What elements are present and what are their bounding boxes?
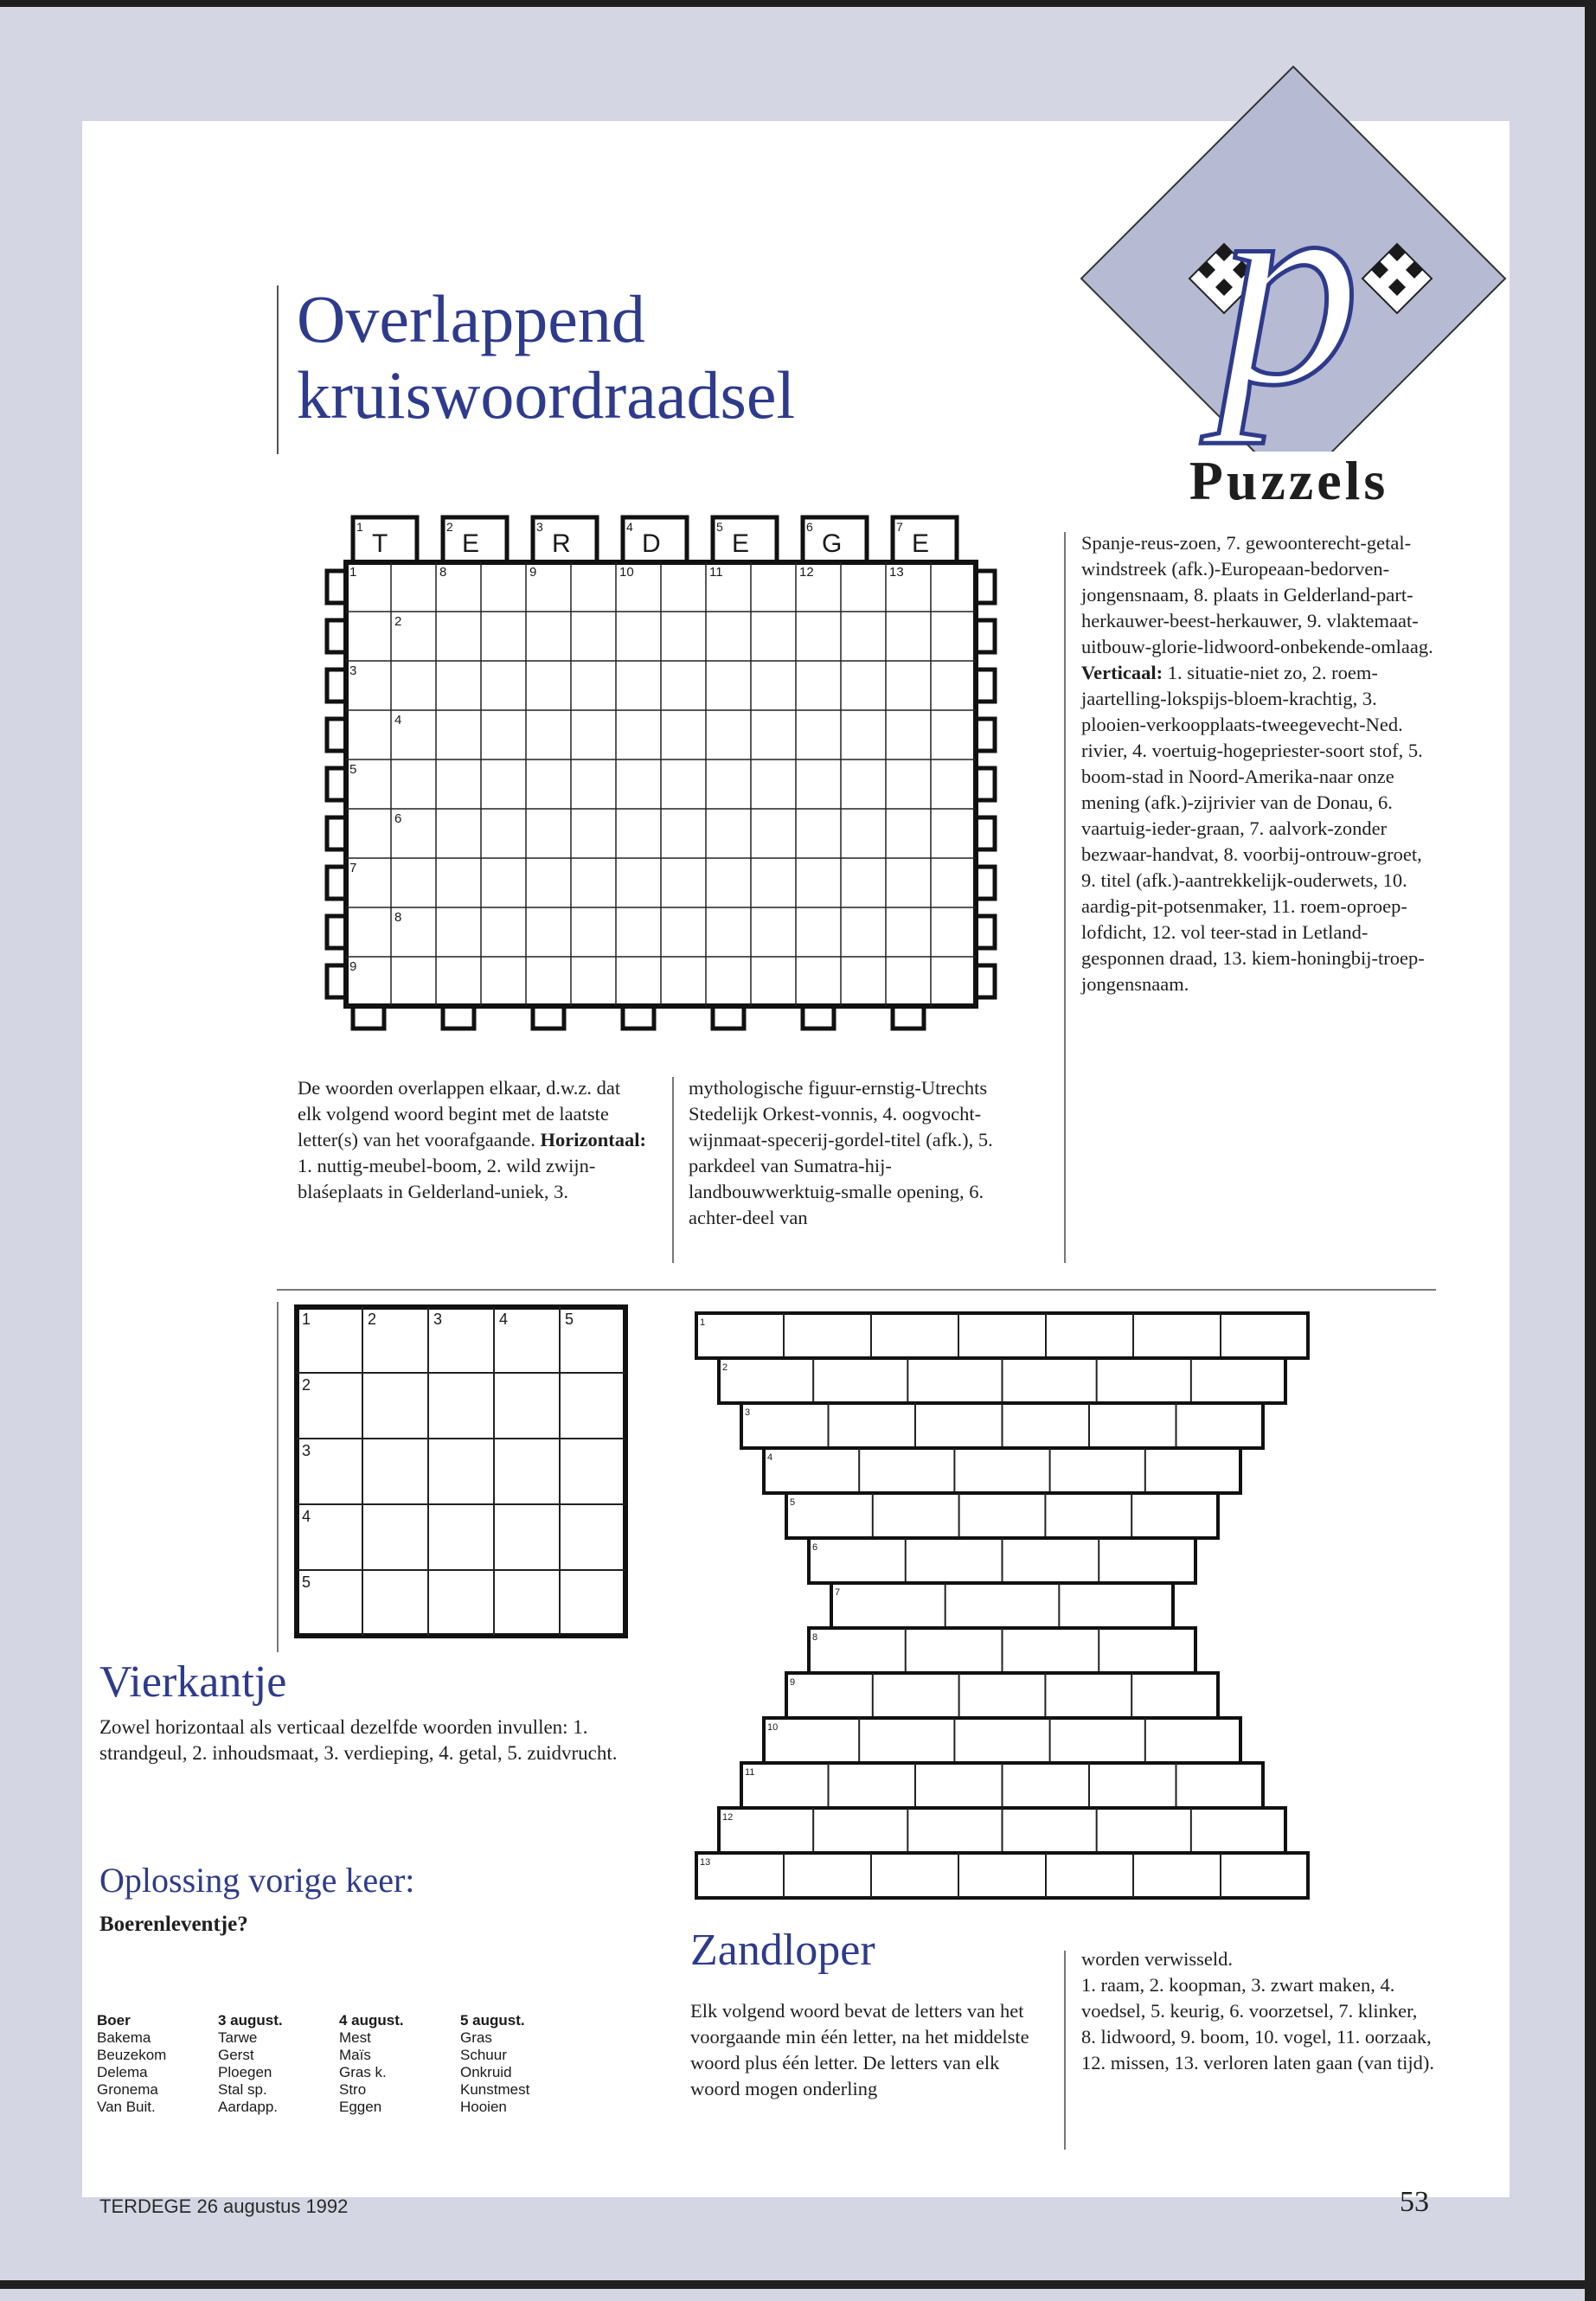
vierkantje-text: Zowel horizontaal als verticaal dezelfde woorden invullen: 1. strandgeul, 2. inhoudsmaat, 3. verdieping, 4. getal, 5. zuidvrucht. bbox=[99, 1716, 618, 1764]
row-tab-left bbox=[327, 916, 346, 948]
row-tab-right bbox=[976, 768, 995, 800]
puzzels-logo bbox=[1068, 62, 1509, 529]
bottom-tab bbox=[533, 1006, 564, 1029]
horizontaal-label: Horizontaal: bbox=[540, 1129, 646, 1150]
top-letter: T bbox=[372, 529, 388, 558]
top-letter: R bbox=[552, 529, 571, 558]
row-number: 3 bbox=[349, 663, 357, 678]
zandloper-number: 7 bbox=[835, 1587, 841, 1598]
vierkantje-col-number: 2 bbox=[368, 1311, 377, 1328]
row-tab-left bbox=[327, 867, 346, 899]
row-tab-left bbox=[327, 965, 346, 997]
row-tab-right bbox=[976, 965, 995, 997]
vierkantje-col-number: 1 bbox=[302, 1311, 311, 1328]
zandloper-row bbox=[831, 1583, 1173, 1628]
column-divider-2 bbox=[1064, 532, 1066, 1263]
zandloper-grid bbox=[692, 1306, 1341, 1912]
zandloper-number: 9 bbox=[790, 1677, 796, 1688]
vierkantje-row-number: 3 bbox=[302, 1442, 311, 1459]
zandloper-number: 8 bbox=[812, 1632, 818, 1643]
zandloper-number: 6 bbox=[812, 1542, 818, 1553]
row-tab-right bbox=[976, 817, 995, 849]
verticaal-label: Verticaal: bbox=[1081, 662, 1163, 683]
zandloper-clues-column bbox=[1081, 1946, 1436, 2076]
top-letter: E bbox=[912, 529, 930, 558]
zandloper-number: 11 bbox=[745, 1767, 755, 1778]
top-number: 5 bbox=[716, 520, 723, 534]
bottom-border bbox=[0, 2280, 1596, 2289]
zandloper-clues: 1. raam, 2. koopman, 3. zwart maken, 4. voedsel, 5. keurig, 6. voorzetsel, 7. klinker, 8. lidwoord, 9. boom, 10. vogel, 11. oorzaak, 12. missen, 13. verloren laten gaan (van tijd). bbox=[1081, 1974, 1435, 2073]
zandloper-number: 5 bbox=[790, 1497, 796, 1508]
oplossing-title: Oplossing vorige keer: bbox=[99, 1861, 415, 1900]
oplossing-column-4 bbox=[460, 2012, 581, 2116]
oplossing-subtitle: Boerenleventje? bbox=[99, 1913, 248, 1936]
oplossing-header-2: 3 august. bbox=[218, 2012, 283, 2029]
bottom-tab bbox=[713, 1006, 744, 1029]
oplossing-column-3 bbox=[339, 2012, 460, 2116]
title-line-2: kruiswoordraadsel bbox=[297, 357, 796, 433]
zandloper-text: Elk volgend woord bevat de letters van het voorgaande min één letter, na het middelste woord plus één letter. De letters van elk woord mogen onderling bbox=[690, 2000, 1029, 2099]
zandloper-row bbox=[764, 1448, 1240, 1493]
top-number: 4 bbox=[626, 520, 633, 534]
row-number: 9 bbox=[349, 959, 357, 974]
bottom-tab bbox=[443, 1006, 474, 1029]
verticaal-text: 1. situatie-niet zo, 2. roem-jaartelling-lokspijs-bloem-krachtig, 3. plooien-verkoopplaats-tweegevecht-Ned. rivier, 4. voertuig-hogepriester-soort stof, 5. boom-stad in Noord-Amerika-naar onze mening (afk.)-zijrivier van de Donau, 6. vaartuig-ieder-graan, 7. aalvork-zonder bezwaar-handvat, 8. voorbij-ontrouw-groet, 9. titel (afk.)-aantrekkelijk-ouderwets, 10. aardig-pit-potsenmaker, 11. roem-oproep-lofdicht, 12. vol teer-stad in Letland-gesponnen draad, 13. kiem-honingbij-troep-jongensnaam. bbox=[1081, 662, 1425, 995]
row-tab-right bbox=[976, 670, 995, 702]
row-tab-right bbox=[976, 571, 995, 603]
logo-word: Puzzels bbox=[1189, 450, 1389, 511]
row-number: 2 bbox=[394, 614, 402, 629]
column-number: 8 bbox=[439, 565, 447, 580]
title-rule bbox=[277, 285, 279, 454]
top-border bbox=[0, 0, 1596, 7]
zandloper-divider bbox=[1064, 1951, 1066, 2150]
zandloper-text-2: worden verwisseld. bbox=[1081, 1948, 1233, 1970]
article-column-2 bbox=[689, 1075, 1035, 1231]
zandloper-row bbox=[786, 1673, 1218, 1718]
row-number: 4 bbox=[394, 713, 402, 727]
vierkantje-col-number: 4 bbox=[499, 1311, 509, 1328]
oplossing-cell: Delema bbox=[97, 2064, 148, 2080]
oplossing-cell: Van Buit. bbox=[97, 2099, 156, 2115]
bottom-tab bbox=[353, 1006, 384, 1029]
top-number: 2 bbox=[446, 520, 453, 534]
oplossing-cell: Maïs bbox=[339, 2047, 371, 2063]
oplossing-header-4: 5 august. bbox=[460, 2012, 525, 2029]
top-number: 3 bbox=[536, 520, 543, 534]
row-number: 6 bbox=[394, 811, 402, 826]
row-tab-left bbox=[327, 670, 346, 702]
row-number: 1 bbox=[349, 565, 357, 580]
top-number: 6 bbox=[806, 520, 813, 534]
bottom-tab bbox=[803, 1006, 834, 1029]
page-frame-right bbox=[1509, 0, 1596, 2301]
article-title bbox=[297, 281, 795, 433]
horizontaal-text-1: 1. nuttig-meubel-boom, 2. wild zwijn-blaśeplaats in Gelderland-uniek, 3. bbox=[298, 1155, 596, 1202]
article-column-3 bbox=[1081, 530, 1440, 997]
row-tab-left bbox=[327, 719, 346, 751]
oplossing-cell: Gerst bbox=[218, 2047, 254, 2063]
article-column-1 bbox=[298, 1075, 648, 1205]
oplossing-cell: Ploegen bbox=[218, 2064, 272, 2080]
row-tab-left bbox=[327, 768, 346, 800]
top-number: 1 bbox=[356, 520, 363, 534]
top-letter: E bbox=[462, 529, 480, 558]
column-number: 13 bbox=[889, 565, 904, 580]
zandloper-number: 10 bbox=[767, 1722, 779, 1733]
oplossing-column-1 bbox=[97, 2012, 218, 2116]
oplossing-cell: Onkruid bbox=[460, 2064, 512, 2080]
row-tab-right bbox=[976, 719, 995, 751]
oplossing-cell: Kunstmest bbox=[460, 2081, 530, 2098]
row-tab-left bbox=[327, 620, 346, 652]
logo-letter: p bbox=[1217, 129, 1361, 445]
vierkantje-row-number: 2 bbox=[302, 1376, 311, 1394]
column-divider-1 bbox=[672, 1077, 674, 1263]
title-line-1: Overlappend bbox=[297, 281, 645, 356]
row-tab-right bbox=[976, 620, 995, 652]
column-number: 10 bbox=[619, 565, 634, 580]
zandloper-row bbox=[696, 1853, 1308, 1898]
oplossing-cell: Aardapp. bbox=[218, 2099, 278, 2115]
oplossing-cell: Stal sp. bbox=[218, 2081, 267, 2098]
row-number: 7 bbox=[349, 861, 357, 875]
oplossing-cell: Hooien bbox=[460, 2099, 507, 2115]
zandloper-number: 4 bbox=[767, 1452, 773, 1463]
column-number: 11 bbox=[709, 565, 723, 580]
row-tab-left bbox=[327, 571, 346, 603]
zandloper-number: 13 bbox=[700, 1857, 711, 1868]
zandloper-row bbox=[786, 1493, 1218, 1538]
bottom-tab bbox=[623, 1006, 654, 1029]
oplossing-table bbox=[97, 2012, 581, 2116]
horizontaal-text-2: mythologische figuur-ernstig-Utrechts Stedelijk Orkest-vonnis, 4. oogvocht-wijnmaat-specerij-gordel-titel (afk.), 5. parkdeel van Sumatra-hij-landbouwwerktuig-smalle opening, 6. achter-deel van bbox=[689, 1077, 993, 1228]
row-tab-right bbox=[976, 916, 995, 948]
oplossing-cell: Stro bbox=[339, 2081, 367, 2098]
column-number: 9 bbox=[529, 565, 537, 580]
column-number: 12 bbox=[799, 565, 814, 580]
vierkantje-row-number: 4 bbox=[302, 1508, 311, 1525]
oplossing-cell: Gras k. bbox=[339, 2064, 387, 2080]
zandloper-title: Zandloper bbox=[690, 1926, 875, 1975]
oplossing-cell: Gras bbox=[460, 2029, 492, 2046]
vierkantje-col-number: 5 bbox=[565, 1311, 574, 1328]
oplossing-cell: Bakema bbox=[97, 2029, 151, 2046]
overlap-crossword-grid bbox=[294, 515, 1055, 1068]
zandloper-row bbox=[696, 1313, 1308, 1358]
page-number: 53 bbox=[1400, 2186, 1429, 2218]
oplossing-cell: Eggen bbox=[339, 2099, 382, 2115]
top-letter: G bbox=[822, 529, 843, 558]
top-letter: D bbox=[642, 529, 661, 558]
oplossing-cell: Schuur bbox=[460, 2047, 507, 2063]
oplossing-cell: Gronema bbox=[97, 2081, 158, 2098]
zandloper-number: 3 bbox=[745, 1407, 751, 1418]
top-letter: E bbox=[732, 529, 750, 558]
oplossing-cell: Tarwe bbox=[218, 2029, 258, 2046]
vierkantje-row-number: 5 bbox=[302, 1574, 311, 1591]
zandloper-row bbox=[764, 1718, 1240, 1763]
row-tab-left bbox=[327, 817, 346, 849]
oplossing-header-1: Boer bbox=[97, 2012, 131, 2029]
oplossing-header-3: 4 august. bbox=[339, 2012, 404, 2029]
vierkantje-frame bbox=[297, 1307, 625, 1636]
vierkantje-grid bbox=[294, 1304, 640, 1650]
zandloper-number: 2 bbox=[722, 1362, 728, 1373]
row-number: 8 bbox=[394, 910, 402, 925]
row-number: 5 bbox=[349, 762, 357, 777]
vierkantje-col-number: 3 bbox=[433, 1311, 443, 1328]
oplossing-column-2 bbox=[218, 2012, 339, 2116]
page-frame-left bbox=[0, 0, 82, 2301]
right-border bbox=[1585, 0, 1596, 2301]
zandloper-number: 1 bbox=[700, 1317, 706, 1328]
vierkantje-rule bbox=[277, 1302, 279, 1652]
article-intro: De woorden overlappen elkaar, d.w.z. dat elk volgend woord begint met de laatste letter(s) van het voorafgaande. bbox=[298, 1077, 621, 1150]
vierkantje-title: Vierkantje bbox=[99, 1657, 287, 1707]
oplossing-cell: Mest bbox=[339, 2029, 371, 2046]
zandloper-number: 12 bbox=[722, 1812, 734, 1823]
bottom-tab bbox=[893, 1006, 924, 1029]
oplossing-cell: Beuzekom bbox=[97, 2047, 167, 2063]
horizontaal-text-3: Spanje-reus-zoen, 7. gewoonterecht-getal-windstreek (afk.)-Europeaan-bedorven-jongensnaam, 8. plaats in Gelderland-part-herkauwer-beest-herkauwer, 9. vlaktemaat-uitbouw-glorie-lidwoord-onbekende-omlaag. bbox=[1081, 532, 1433, 657]
top-number: 7 bbox=[896, 520, 903, 534]
row-tab-right bbox=[976, 867, 995, 899]
footer-publication: TERDEGE 26 augustus 1992 bbox=[99, 2195, 349, 2217]
section-divider bbox=[277, 1289, 1436, 1291]
